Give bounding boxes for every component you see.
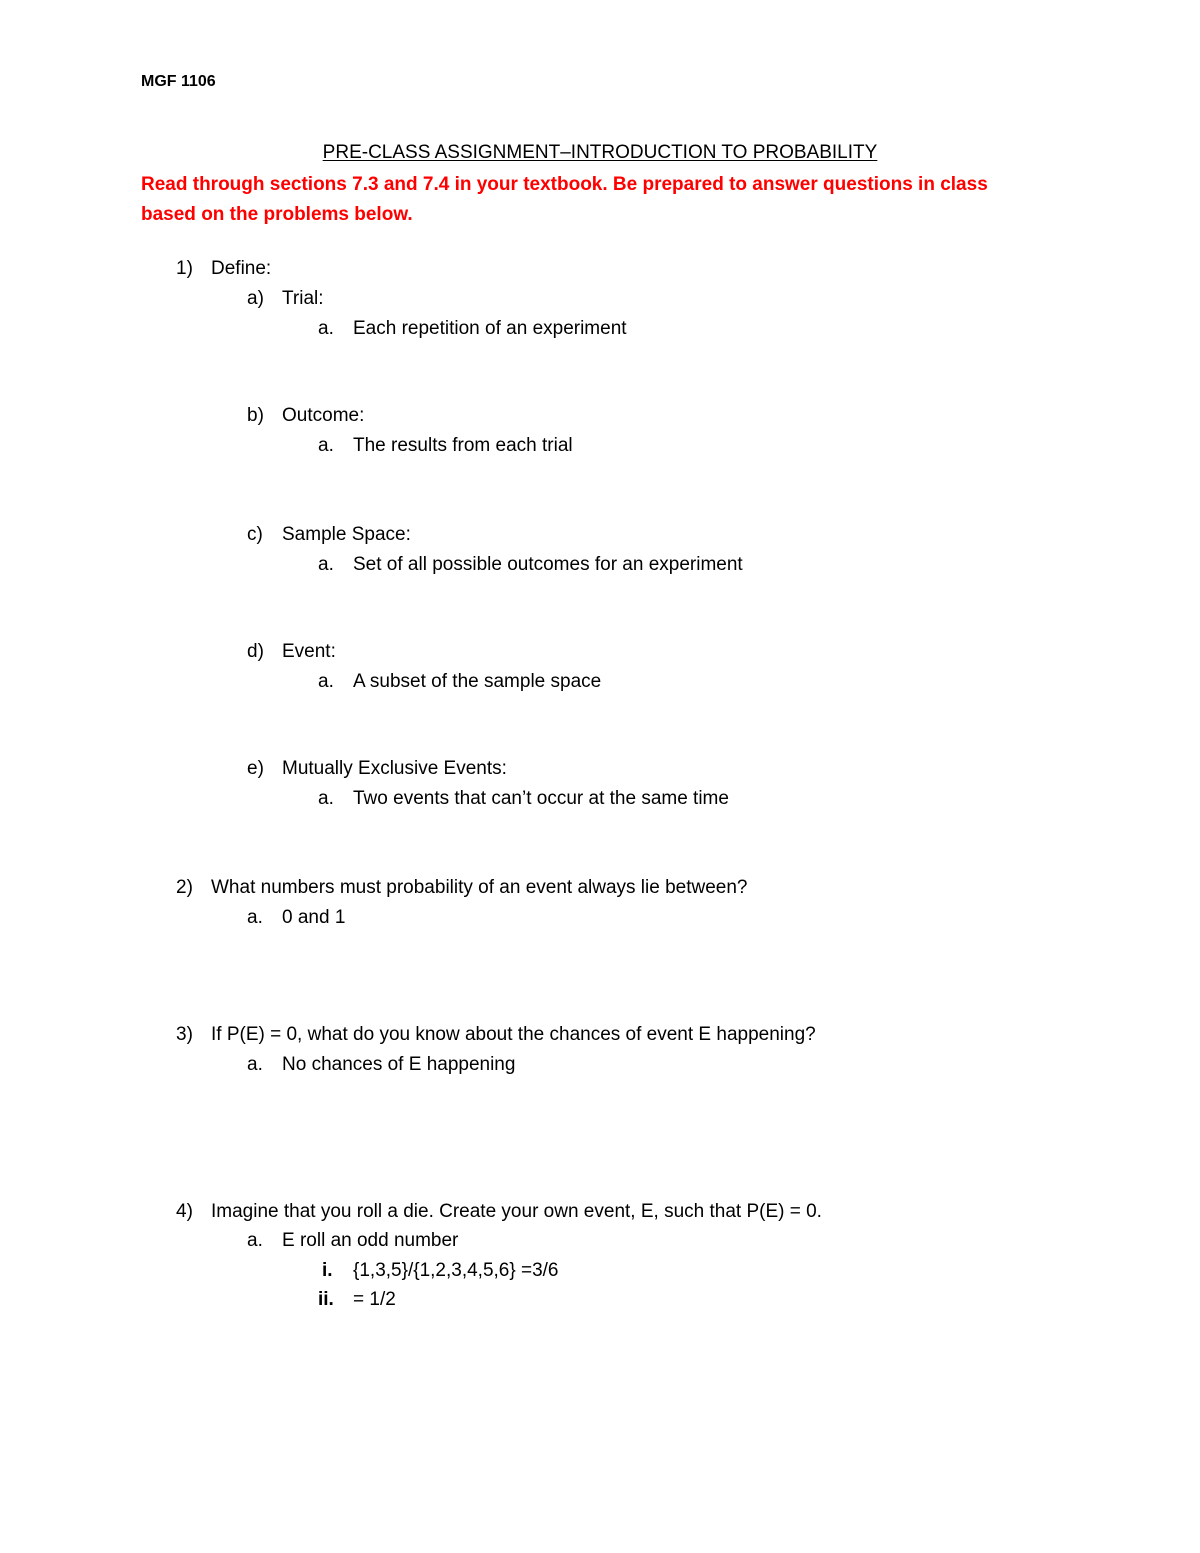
item-term: Mutually Exclusive Events: (282, 758, 507, 779)
sub-marker: i. (322, 1260, 333, 1281)
answer-marker: a. (318, 671, 334, 692)
answer-marker: a. (247, 907, 263, 928)
question-number: 4) (176, 1201, 193, 1222)
answer-text: E roll an odd number (282, 1230, 459, 1251)
question-text: What numbers must probability of an event always lie between? (211, 877, 748, 898)
answer-text: No chances of E happening (282, 1054, 516, 1075)
answer-text: 0 and 1 (282, 907, 346, 928)
item-letter: c) (247, 524, 263, 545)
item-term: Sample Space: (282, 524, 411, 545)
item-letter: b) (247, 405, 264, 426)
answer-marker: a. (247, 1230, 263, 1251)
answer-marker: a. (318, 554, 334, 575)
item-term: Event: (282, 641, 336, 662)
question-number: 2) (176, 877, 193, 898)
item-term: Outcome: (282, 405, 365, 426)
question-text: Imagine that you roll a die. Create your own event, E, such that P(E) = 0. (211, 1201, 822, 1222)
item-letter: e) (247, 758, 264, 779)
answer-marker: a. (318, 435, 334, 456)
sub-marker: ii. (318, 1289, 334, 1310)
answer-marker: a. (318, 318, 334, 339)
item-letter: d) (247, 641, 264, 662)
question-text: If P(E) = 0, what do you know about the chances of event E happening? (211, 1024, 816, 1045)
answer-text: The results from each trial (353, 435, 573, 456)
answer-text: A subset of the sample space (353, 671, 602, 692)
sub-text: = 1/2 (353, 1289, 396, 1310)
question-number: 3) (176, 1024, 193, 1045)
instructions: Read through sections 7.3 and 7.4 in your textbook. Be prepared to answer questions in class based on the problems below. (141, 174, 988, 225)
course-code: MGF 1106 (141, 73, 216, 90)
answer-text: Two events that can’t occur at the same time (353, 788, 729, 809)
sub-text: {1,3,5}/{1,2,3,4,5,6} =3/6 (353, 1260, 559, 1281)
answer-text: Set of all possible outcomes for an experiment (353, 554, 743, 575)
item-letter: a) (247, 288, 264, 309)
answer-text: Each repetition of an experiment (353, 318, 627, 339)
item-term: Trial: (282, 288, 324, 309)
question-text: Define: (211, 258, 272, 279)
answer-marker: a. (318, 788, 334, 809)
page-title: PRE-CLASS ASSIGNMENT–INTRODUCTION TO PROBABILITY (322, 142, 878, 163)
answer-marker: a. (247, 1054, 263, 1075)
question-number: 1) (176, 258, 193, 279)
